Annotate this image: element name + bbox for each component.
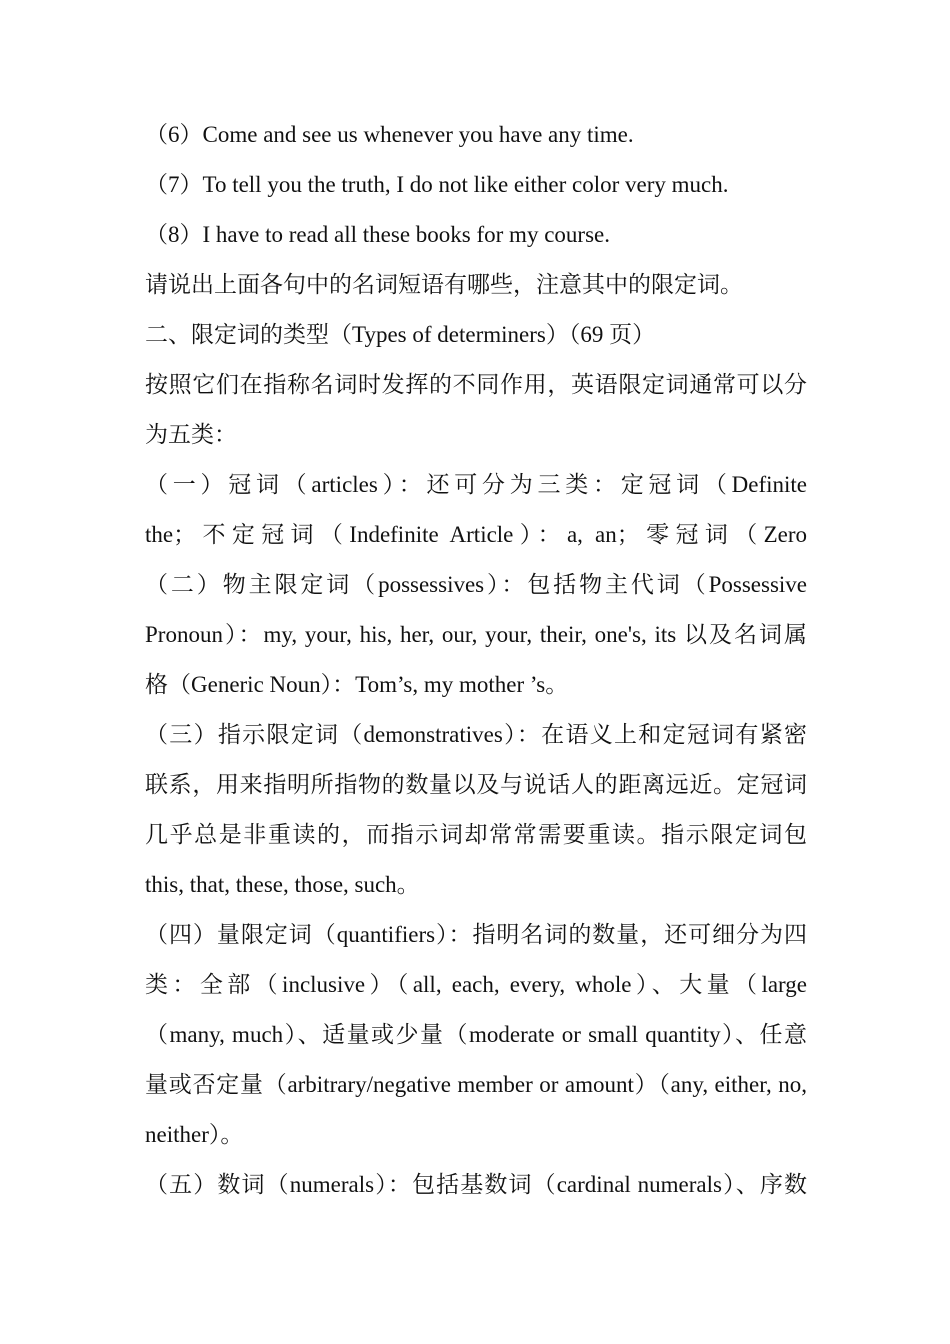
paragraph-line: 格（Generic Noun）：Tom’s, my mother ’s。 xyxy=(145,672,569,697)
paragraph-line: 几乎总是非重读的，而指示词却常常需要重读。指示限定词包 xyxy=(145,822,807,847)
document-body xyxy=(145,110,807,1210)
example-sentence-7: （7）To tell you the truth, I do not like either color very much. xyxy=(145,172,729,197)
section-heading: 二、限定词的类型（Types of determiners）（69 页） xyxy=(145,322,656,347)
paragraph-line: 类：全部（inclusive）（all, each, every, whole）、大量（large xyxy=(145,972,807,997)
paragraph-line: 量或否定量（arbitrary/negative member or amount）（any, either, no, xyxy=(145,1072,807,1097)
paragraph-line: 按照它们在指称名词时发挥的不同作用，英语限定词通常可以分 xyxy=(145,372,807,397)
example-sentence-6: （6）Come and see us whenever you have any time. xyxy=(145,122,634,147)
paragraph-line: this, that, these, those, such。 xyxy=(145,872,420,897)
paragraph-line: neither）。 xyxy=(145,1122,244,1147)
paragraph-line: （一）冠词（articles）：还可分为三类：定冠词（Definite xyxy=(145,472,807,497)
exercise-instruction: 请说出上面各句中的名词短语有哪些，注意其中的限定词。 xyxy=(145,272,743,297)
paragraph-line: （三）指示限定词（demonstratives）：在语义上和定冠词有紧密 xyxy=(145,722,807,747)
paragraph-line: （四）量限定词（quantifiers）：指明名词的数量，还可细分为四 xyxy=(145,922,807,947)
paragraph-line: （五）数词（numerals）：包括基数词（cardinal numerals）、序数 xyxy=(145,1172,807,1197)
paragraph-line: （many, much）、适量或少量（moderate or small quantity）、任意 xyxy=(145,1022,807,1047)
example-sentence-8: （8）I have to read all these books for my course. xyxy=(145,222,610,247)
paragraph-line: 联系，用来指明所指物的数量以及与说话人的距离远近。定冠词 xyxy=(145,772,807,797)
paragraph-line: （二）物主限定词（possessives）：包括物主代词（Possessive xyxy=(145,572,807,597)
paragraph-line: 为五类： xyxy=(145,422,237,447)
paragraph-line: the；不定冠词（Indefinite Article）：a, an；零冠词（Zero xyxy=(145,522,807,547)
paragraph-line: Pronoun）：my, your, his, her, our, your, their, one's, its 以及名词属 xyxy=(145,622,807,647)
